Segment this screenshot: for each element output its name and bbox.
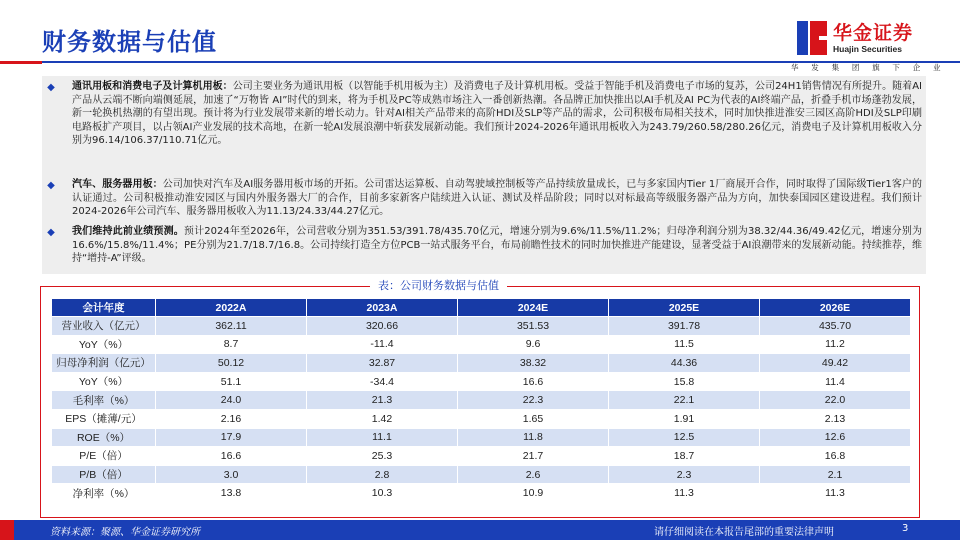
title-rule-accent xyxy=(0,61,42,64)
logo-name-en: Huajin Securities xyxy=(833,44,902,54)
column-header: 会计年度 xyxy=(52,299,156,317)
table-row xyxy=(52,484,911,503)
row-label: 归母净利润（亿元） xyxy=(52,354,156,373)
column-header: 2022A xyxy=(156,299,307,317)
company-logo xyxy=(791,18,947,74)
table-cell: 51.1 xyxy=(156,372,307,391)
logo-name-cn: 华金证券 xyxy=(833,22,914,44)
table-cell: 8.7 xyxy=(156,335,307,354)
table-row xyxy=(52,317,911,336)
table-cell: 11.3 xyxy=(609,484,760,503)
table-cell: 1.42 xyxy=(307,409,458,428)
footer-source: 资料来源：聚源、华金证券研究所 xyxy=(50,527,200,538)
table-cell: 351.53 xyxy=(458,317,609,336)
table-cell: 2.6 xyxy=(458,465,609,484)
bullet-item xyxy=(42,225,926,271)
table-cell: 21.3 xyxy=(307,391,458,410)
table-cell: 1.91 xyxy=(609,409,760,428)
table-cell: 3.0 xyxy=(156,465,307,484)
table-cell: 50.12 xyxy=(156,354,307,373)
table-cell: 12.5 xyxy=(609,428,760,447)
table-body xyxy=(52,317,911,503)
table-cell: 32.87 xyxy=(307,354,458,373)
table-cell: 21.7 xyxy=(458,447,609,466)
bullet-item xyxy=(42,80,926,176)
table-cell: 320.66 xyxy=(307,317,458,336)
table-cell: 391.78 xyxy=(609,317,760,336)
table-cell: 17.9 xyxy=(156,428,307,447)
table-cell: 11.8 xyxy=(458,428,609,447)
table-cell: 22.1 xyxy=(609,391,760,410)
table-header-row xyxy=(52,299,911,317)
column-header: 2025E xyxy=(609,299,760,317)
diamond-bullet-icon: ◆ xyxy=(47,180,55,191)
summary-box xyxy=(42,76,926,274)
table-cell: 24.0 xyxy=(156,391,307,410)
table-cell: 10.3 xyxy=(307,484,458,503)
table-cell: 11.1 xyxy=(307,428,458,447)
row-label: 净利率（%） xyxy=(52,484,156,503)
bullet-body: 公司加快对汽车及AI服务器用板市场的开拓。公司雷达运算板、自动驾驶域控制板等产品持续放量成长，已与多家国内Tier 1厂商展开合作，同时取得了国际级Tier1客户的认证通过。公司积极推动淮安园区与国内外服务器大厂的合作，目前多家新客户陆续进入认证、测试及样品阶段；同时以对标最高等级服务器产品为方向，加快泰国园区建设进程。我们预计2024-2026年公司汽车、服务器用板收入为11.13/24.33/44.27亿元。 xyxy=(72,179,922,217)
table-cell: 22.3 xyxy=(458,391,609,410)
table-row xyxy=(52,409,911,428)
table-cell: 11.4 xyxy=(760,372,911,391)
row-label: YoY（%） xyxy=(52,335,156,354)
table-row xyxy=(52,391,911,410)
table-cell: 16.8 xyxy=(760,447,911,466)
row-label: P/E（倍） xyxy=(52,447,156,466)
table-row xyxy=(52,465,911,484)
table-row xyxy=(52,354,911,373)
bullet-heading: 通讯用板和消费电子及计算机用板： xyxy=(72,81,233,92)
footer-accent xyxy=(0,520,14,540)
table-cell: -11.4 xyxy=(307,335,458,354)
table-cell: 15.8 xyxy=(609,372,760,391)
footer-legal-note: 请仔细阅读在本报告尾部的重要法律声明 xyxy=(654,527,834,538)
logo-tagline: 华 发 集 团 旗 下 企 业 xyxy=(791,63,946,72)
bullet-body: 公司主要业务为通讯用板（以智能手机用板为主）及消费电子及计算机用板。受益于智能手机及消费电子市场的复苏，公司24H1销售情况有所提升。随着AI产品从云端不断向端侧延展，加速了“万物皆 AI”时代的到来，将为手机及PC等成熟市场注入一番创新热潮。各品牌正加快推出以AI手机及AI PC为代表的AI终端产品，折叠手机市场蓬勃发展，新一轮换机热潮的有望出现。预计将为行业发展带来新的增长动力。针对AI相关产品带来的高阶HDI及SLP等产品的需求，公司积极布局相关技术，同时加快推进淮安三园区高阶HDI及SLP印刷电路板扩产项目，以占领AI产业发展的技术高地，在新一轮AI发展浪潮中斩获发展新动能。我们预计2024-2026年通讯用板收入为243.79/260.58/280.26亿元，消费电子及计算机用板收入分别为96.14/106.37/110.71亿元。 xyxy=(72,81,922,146)
table-cell: 25.3 xyxy=(307,447,458,466)
table-cell: 435.70 xyxy=(760,317,911,336)
table-cell: 11.3 xyxy=(760,484,911,503)
table-cell: 16.6 xyxy=(458,372,609,391)
row-label: 营业收入（亿元） xyxy=(52,317,156,336)
page-title: 财务数据与估值 xyxy=(42,28,217,56)
row-label: 毛利率（%） xyxy=(52,391,156,410)
table-row xyxy=(52,447,911,466)
bullet-item xyxy=(42,178,926,220)
table-cell: 49.42 xyxy=(760,354,911,373)
table-cell: 2.3 xyxy=(609,465,760,484)
bullet-body: 预计2024年至2026年，公司营收分别为351.53/391.78/435.70亿元，增速分别为9.6%/11.5%/11.2%；归母净利润分别为38.32/44.36/49.42亿元，增速分别为16.6%/15.8%/11.4%；PE分别为21.7/18.7/16.8。公司持续打造全方位PCB一站式服务平台，布局前瞻性技术的同时加快推进产能建设，显著受益于AI浪潮带来的发展新动能。持续推荐，维持“增持-A”评级。 xyxy=(72,226,922,264)
huajin-logo-icon xyxy=(797,21,827,55)
table-caption: 表：公司财务数据与估值 xyxy=(370,277,507,293)
table-cell: 2.1 xyxy=(760,465,911,484)
table-cell: 2.13 xyxy=(760,409,911,428)
column-header: 2026E xyxy=(760,299,911,317)
table-cell: 13.8 xyxy=(156,484,307,503)
row-label: P/B（倍） xyxy=(52,465,156,484)
table-cell: 22.0 xyxy=(760,391,911,410)
table-row xyxy=(52,372,911,391)
column-header: 2023A xyxy=(307,299,458,317)
financial-table xyxy=(51,298,911,503)
table-cell: 1.65 xyxy=(458,409,609,428)
table-cell: 16.6 xyxy=(156,447,307,466)
table-cell: 2.8 xyxy=(307,465,458,484)
table-cell: 11.5 xyxy=(609,335,760,354)
table-row xyxy=(52,335,911,354)
table-cell: -34.4 xyxy=(307,372,458,391)
bullet-heading: 汽车、服务器用板： xyxy=(72,179,163,190)
table-cell: 362.11 xyxy=(156,317,307,336)
column-header: 2024E xyxy=(458,299,609,317)
row-label: ROE（%） xyxy=(52,428,156,447)
table-cell: 11.2 xyxy=(760,335,911,354)
table-cell: 44.36 xyxy=(609,354,760,373)
diamond-bullet-icon: ◆ xyxy=(47,227,55,238)
row-label: EPS（摊薄/元） xyxy=(52,409,156,428)
row-label: YoY（%） xyxy=(52,372,156,391)
table-cell: 10.9 xyxy=(458,484,609,503)
bullet-heading: 我们维持此前业绩预测。 xyxy=(72,226,184,237)
table-cell: 18.7 xyxy=(609,447,760,466)
page-number: 3 xyxy=(902,523,909,534)
table-cell: 2.16 xyxy=(156,409,307,428)
diamond-bullet-icon: ◆ xyxy=(47,82,55,93)
table-cell: 9.6 xyxy=(458,335,609,354)
table-row xyxy=(52,428,911,447)
table-cell: 12.6 xyxy=(760,428,911,447)
table-cell: 38.32 xyxy=(458,354,609,373)
